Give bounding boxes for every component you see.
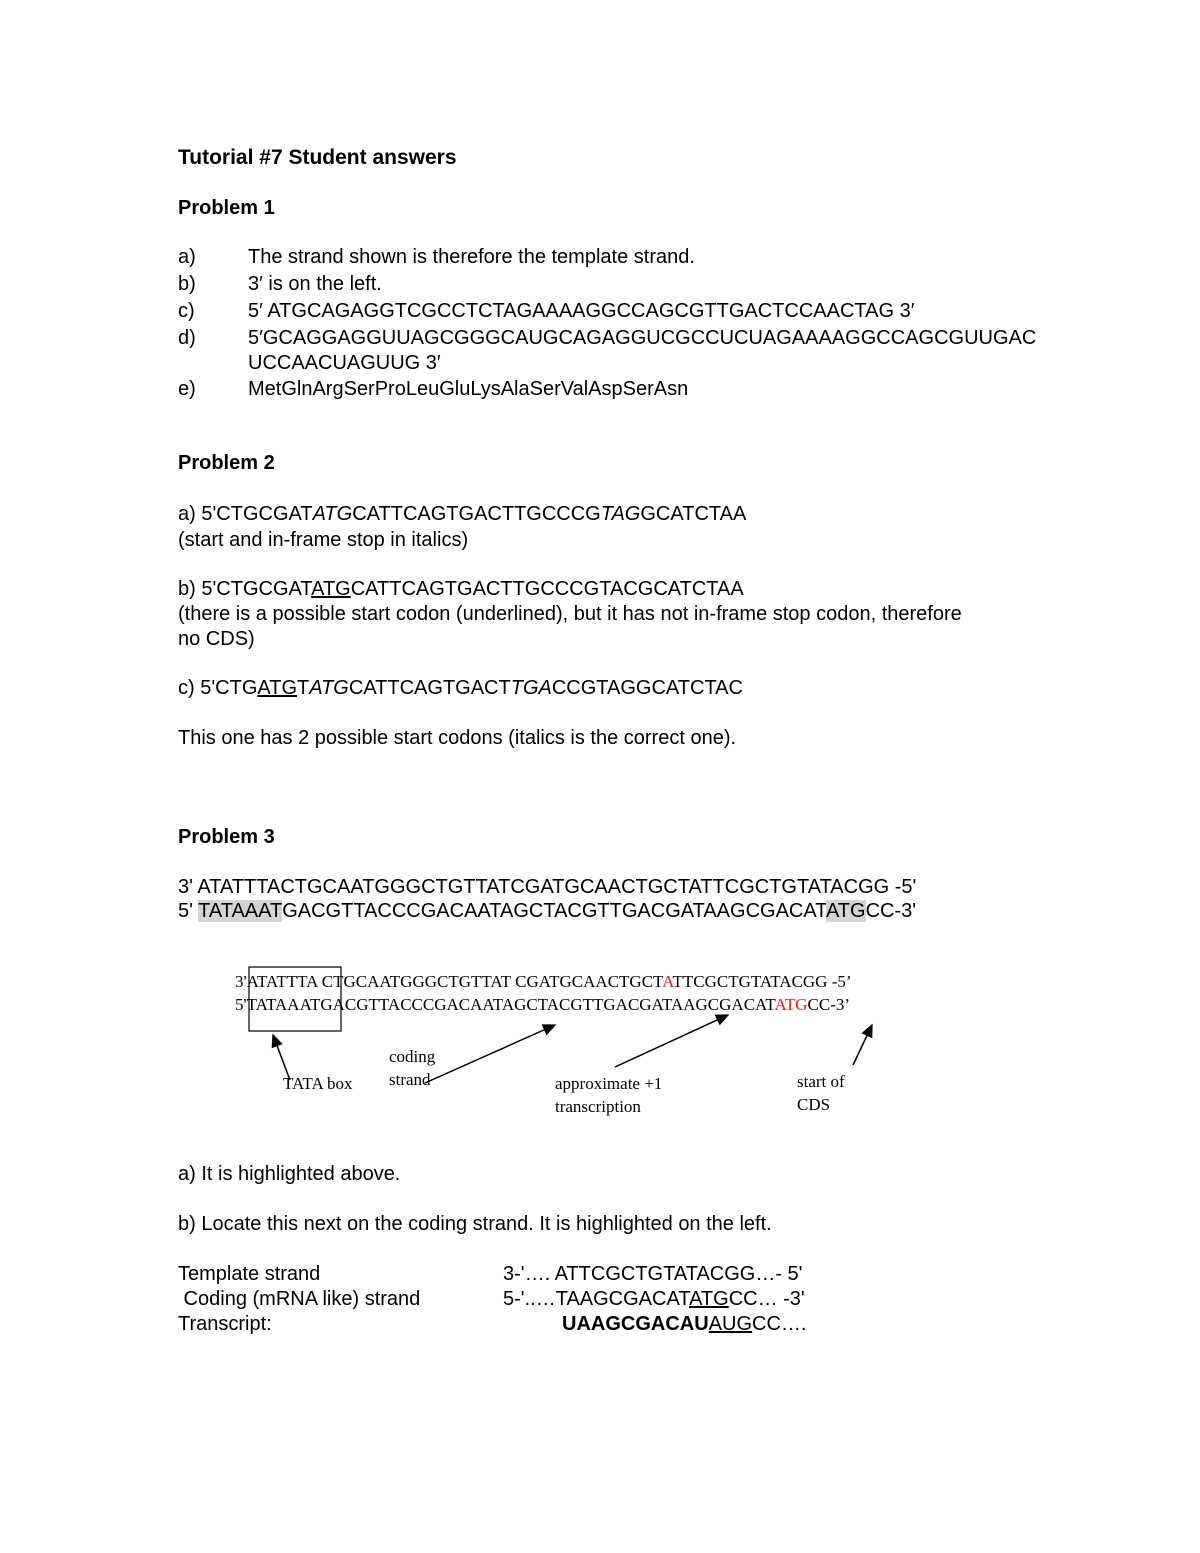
transcription-label-1: approximate +1 [555, 1074, 663, 1093]
seq-t: T [297, 677, 310, 699]
seq-a: GACGTTACCCGACAATAGCTACGTTGACGATAAGCGACAT [320, 995, 775, 1014]
transcription-label-2: transcription [555, 1097, 641, 1116]
answer-a-label: a) [178, 1163, 202, 1185]
item-text: 5′ ATGCAGAGGTCGCCTCTAGAAAAGGCCAGCGTTGACTCCAACTAG 3′ [248, 300, 915, 322]
coding-suffix: CC… -3' [728, 1288, 805, 1310]
seq-mid: CATTCAGTGACT [348, 677, 511, 699]
item-text: MetGlnArgSerProLeuGluLysAlaSerValAspSerAsn [248, 378, 689, 400]
seq-mid: GACGTTACCCGACAATAGCTACGTTGACGATAAGCGACAT [282, 900, 826, 922]
row-label-transcript: Transcript: [178, 1313, 272, 1335]
coding-strand-label-2: strand [389, 1070, 431, 1089]
seq-b: CC-3’ [807, 995, 851, 1014]
plus-one-base: A [662, 972, 673, 991]
row-value-template: 3-'…. ATTCGCTGTATACGG…- 5' [503, 1263, 803, 1285]
note-a: (start and in-frame stop in italics) [178, 529, 469, 551]
seq-suffix: CCGTAGGCATCTAC [551, 677, 743, 699]
row-label-template: Template strand [178, 1263, 321, 1285]
strand-end: 5' [235, 995, 247, 1014]
strand-end: 3' [235, 972, 247, 991]
start-codon-italic: ATG [309, 677, 349, 699]
item-text: The strand shown is therefore the template strand. [248, 246, 695, 268]
coding-strand-label-1: coding [389, 1047, 436, 1066]
tata-box-frame [246, 967, 341, 1031]
item-label: b) [178, 273, 196, 295]
problem-2-conclusion: This one has 2 possible start codons (italics is the correct one). [178, 727, 737, 749]
answer-a-text: It is highlighted above. [201, 1163, 401, 1185]
coding-start-codon: ATG [689, 1288, 729, 1310]
item-label: c) [178, 300, 195, 322]
note-b-line1: (there is a possible start codon (underlined), but it has not in-frame stop codon, therefore [178, 603, 962, 625]
seq-b: TTCGCTGTATACGG -5’ [672, 972, 852, 991]
row-value-coding [503, 1288, 805, 1311]
start-codon-highlight: ATG [825, 900, 866, 922]
page-title: Tutorial #7 Student answers [178, 146, 457, 169]
problem-1-heading: Problem 1 [178, 197, 275, 219]
problem-3-heading: Problem 3 [178, 826, 275, 848]
seq-mid: CATTCAGTGACTTGCCCG [352, 503, 601, 525]
boxed-seq: TATAAAT [246, 995, 321, 1014]
seq-suffix: GCATCTAA [640, 503, 747, 525]
tata-box-highlight: TATAAAT [198, 900, 283, 922]
item-text-continued: UCCAACUAGUUG 3′ [248, 352, 441, 374]
boxed-seq: ATATTTA [246, 972, 318, 991]
transcription-start-arrow [615, 1015, 728, 1067]
item-label: e) [178, 378, 196, 400]
note-b-line2: no CDS) [178, 628, 255, 650]
seq-suffix: CATTCAGTGACTTGCCCGTACGCATCTAA [350, 578, 744, 600]
row-value-transcript [562, 1313, 806, 1336]
item-label: d) [178, 327, 196, 349]
stop-codon: TAG [600, 503, 641, 525]
start-codon-underlined: ATG [257, 677, 298, 699]
stop-codon: TGA [510, 677, 552, 699]
item-text: 3′ is on the left. [248, 273, 382, 295]
transcript-start-codon: AUG [708, 1313, 753, 1335]
cds-label-2: CDS [797, 1095, 831, 1114]
cds-label-1: start of [797, 1072, 845, 1091]
tata-box-label: TATA box [283, 1074, 353, 1093]
seq-suffix: CC-3' [865, 900, 917, 922]
template-strand-sequence: 3' ATATTTACTGCAATGGGCTGTTATCGATGCAACTGCTATTCGCTGTATACGG -5' [178, 876, 917, 898]
start-codon: ATG [312, 503, 353, 525]
seq-prefix: 5' [178, 900, 199, 922]
answer-a [178, 1163, 400, 1186]
item-text: 5′GCAGGAGGUUAGCGGGCAUGCAGAGGUCGCCUCUAGAAAAGGCCAGCGUUGAC [248, 327, 1037, 349]
seq-prefix: b) 5'CTGCGAT [178, 578, 312, 600]
coding-strand-arrow [425, 1025, 555, 1083]
row-label-coding: Coding (mRNA like) strand [178, 1288, 421, 1310]
start-codon: ATG [311, 578, 351, 600]
seq-prefix: a) 5'CTGCGAT [178, 503, 313, 525]
cds-start-arrow [853, 1025, 872, 1065]
start-codon-red: ATG [774, 995, 808, 1014]
coding-prefix: 5-'..…TAAGCGACAT [503, 1288, 690, 1310]
transcript-suffix: CC…. [752, 1313, 807, 1335]
answer-b: b) Locate this next on the coding strand. It is highlighted on the left. [178, 1213, 772, 1235]
transcript-bold: UAAGCGACAU [562, 1313, 709, 1335]
problem-2-heading: Problem 2 [178, 452, 275, 474]
seq-prefix: c) 5'CTG [178, 677, 258, 699]
item-label: a) [178, 246, 196, 268]
seq-a: CTGCAATGGGCTGTTAT CGATGCAACTGCT [321, 972, 663, 991]
